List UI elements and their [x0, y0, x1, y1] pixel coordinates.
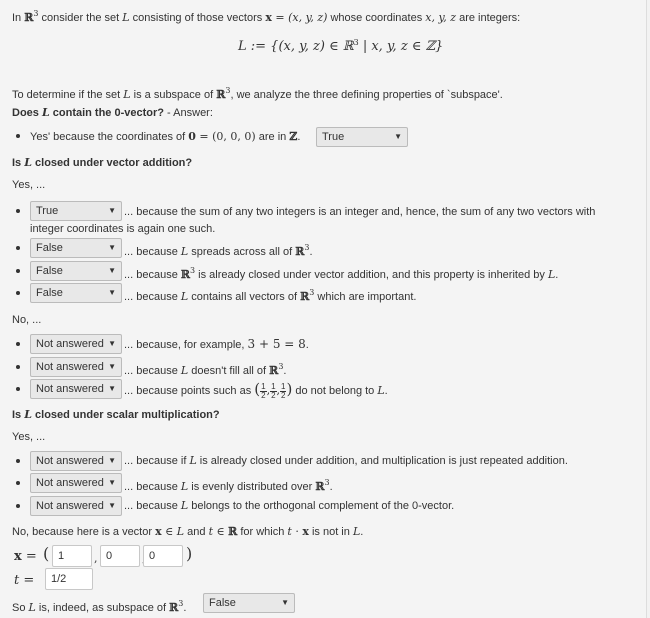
bullet: [16, 269, 20, 273]
q3-heading: Is L closed under scalar multiplication?: [12, 408, 220, 421]
bullet: [16, 291, 20, 295]
q2-no-label: No, ...: [12, 314, 42, 326]
chevron-down-icon: ▼: [108, 206, 116, 215]
t-input[interactable]: 1/2: [45, 568, 93, 590]
set-definition: L := {(x, y, z) ∈ ℝ$^3$ | x, y, z ∈ ℤ}: [238, 38, 444, 54]
conclusion-select[interactable]: False ▼: [203, 593, 295, 613]
fraction: $\frac{1}{2}$: [261, 381, 266, 400]
intro-text: In ℝ$^3$ consider the set L consisting of those vectors x = (x, y, z) whose coordinates x, y, z are integers:: [12, 9, 521, 24]
open-paren: (: [43, 544, 50, 563]
q2-yes-text-2: ... because L spreads across all of ℝ$^3$.: [124, 243, 313, 258]
chevron-down-icon: ▼: [108, 501, 116, 510]
close-paren: ): [186, 544, 193, 563]
bullet: [16, 342, 20, 346]
conclusion-text: So L is, indeed, as subspace of ℝ$^3$.: [12, 599, 187, 614]
chevron-down-icon: ▼: [108, 339, 116, 348]
chevron-down-icon: ▼: [281, 598, 289, 607]
chevron-down-icon: ▼: [108, 266, 116, 275]
bullet: [16, 134, 20, 138]
fraction: $\frac{1}{2}$: [271, 381, 276, 400]
bullet: [16, 504, 20, 508]
x2-input[interactable]: 0: [100, 545, 140, 567]
q3-yes-select-2[interactable]: Not answered ▼: [30, 473, 122, 493]
q3-yes-text-1: ... because if L is already closed under addition, and multiplication is just repeated addition.: [124, 454, 568, 467]
bullet: [16, 459, 20, 463]
q1-answer-text: Yes' because the coordinates of 0 = (0, 0, 0) are in ℤ.: [30, 130, 301, 143]
q2-yes-select-3[interactable]: False ▼: [30, 261, 122, 281]
q2-no-text-3: ... because points such as ( $\frac{1}{2}$ , $\frac{1}{2}$ , $\frac{1}{2}$ ) do not belong to L.: [124, 380, 388, 400]
q2-yes-text-3: ... because ℝ$^3$ is already closed under vector addition, and this property is inherited by L.: [124, 266, 559, 281]
t-label: t =: [14, 573, 35, 588]
x-label: x =: [14, 549, 37, 564]
chevron-down-icon: ▼: [108, 456, 116, 465]
x3-input[interactable]: 0: [143, 545, 183, 567]
q2-no-text-2: ... because L doesn't fill all of ℝ$^3$.: [124, 362, 287, 377]
x1-input[interactable]: 1: [52, 545, 92, 567]
bullet: [16, 387, 20, 391]
q3-yes-text-3: ... because L belongs to the orthogonal complement of the 0-vector.: [124, 499, 455, 512]
bullet: [16, 209, 20, 213]
comma: ,: [94, 552, 98, 565]
chevron-down-icon: ▼: [108, 288, 116, 297]
q2-heading: Is L closed under vector addition?: [12, 156, 193, 169]
q2-yes-select-4[interactable]: False ▼: [30, 283, 122, 303]
q1-heading: Does L contain the 0-vector? - Answer:: [12, 106, 213, 119]
q2-yes-label: Yes, ...: [12, 179, 46, 191]
fraction: $\frac{1}{2}$: [281, 381, 286, 400]
q3-yes-select-3[interactable]: Not answered ▼: [30, 496, 122, 516]
bullet: [16, 246, 20, 250]
q2-yes-text-1: ... because the sum of any two integers is an integer and, hence, the sum of any two vectors with: [124, 206, 596, 218]
bullet: [16, 481, 20, 485]
determine-text: To determine if the set L is a subspace of ℝ$^3$, we analyze the three defining properties of `subspace'.: [12, 86, 503, 101]
q2-yes-select-2[interactable]: False ▼: [30, 238, 122, 258]
q2-no-select-1[interactable]: Not answered ▼: [30, 334, 122, 354]
q1-select[interactable]: True ▼: [316, 127, 408, 147]
q2-no-select-2[interactable]: Not answered ▼: [30, 357, 122, 377]
q2-yes-select-1[interactable]: True ▼: [30, 201, 122, 221]
chevron-down-icon: ▼: [108, 478, 116, 487]
bullet: [16, 365, 20, 369]
q2-yes-text-4: ... because L contains all vectors of ℝ$^3$ which are important.: [124, 288, 417, 303]
chevron-down-icon: ▼: [394, 132, 402, 141]
q3-no-text: No, because here is a vector x ∈ L and t ∈ ℝ for which t · x is not in L.: [12, 525, 364, 538]
chevron-down-icon: ▼: [108, 362, 116, 371]
q3-yes-label: Yes, ...: [12, 431, 46, 443]
q3-yes-select-1[interactable]: Not answered ▼: [30, 451, 122, 471]
chevron-down-icon: ▼: [108, 384, 116, 393]
q2-no-text-1: ... because, for example, 3 + 5 = 8.: [124, 337, 309, 351]
q3-yes-text-2: ... because L is evenly distributed over ℝ$^3$.: [124, 478, 333, 493]
q2-yes-text-1b: integer coordinates is again one such.: [30, 223, 216, 235]
q2-no-select-3[interactable]: Not answered ▼: [30, 379, 122, 399]
chevron-down-icon: ▼: [108, 243, 116, 252]
